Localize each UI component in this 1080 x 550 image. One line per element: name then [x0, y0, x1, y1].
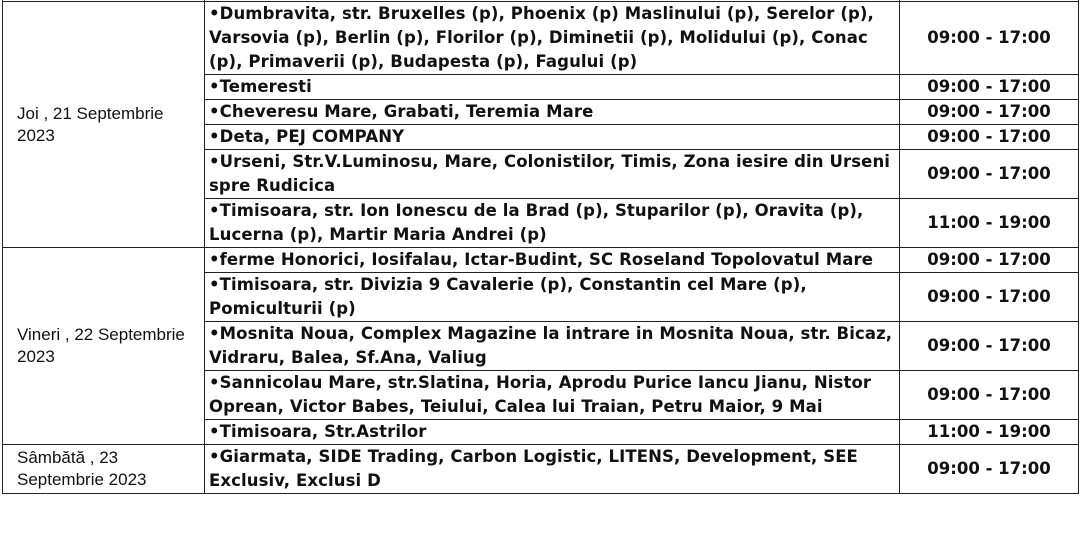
locations-cell: •Sannicolau Mare, str.Slatina, Horia, Aprodu Purice Iancu Jianu, Nistor Oprean, Victor Babes, Teiului, Calea lui Traian, Petru Maior, 9 Mai — [205, 371, 900, 420]
locations-cell: •Deta, PEJ COMPANY — [205, 125, 900, 150]
time-interval-cell: 09:00 - 17:00 — [900, 75, 1079, 100]
time-interval-cell: 09:00 - 17:00 — [900, 100, 1079, 125]
locations-cell: •Urseni, Str.V.Luminosu, Mare, Colonistilor, Timis, Zona iesire din Urseni spre Rudicica — [205, 150, 900, 199]
locations-cell: •ferme Honorici, Iosifalau, Ictar-Budint, SC Roseland Topolovatul Mare — [205, 248, 900, 273]
day-cell: Sâmbătă , 23 Septembrie 2023 — [3, 445, 205, 494]
time-interval-cell: 09:00 - 17:00 — [900, 150, 1079, 199]
day-cell: Vineri , 22 Septembrie 2023 — [3, 248, 205, 445]
time-interval-cell: 09:00 - 17:00 — [900, 273, 1079, 322]
table-row — [3, 445, 1079, 494]
locations-cell: •Giarmata, SIDE Trading, Carbon Logistic, LITENS, Development, SEE Exclusiv, Exclusi D — [205, 445, 900, 494]
time-interval-cell: 09:00 - 17:00 — [900, 371, 1079, 420]
day-cell: Joi , 21 Septembrie 2023 — [3, 2, 205, 248]
time-interval-cell: 11:00 - 19:00 — [900, 199, 1079, 248]
locations-cell: •Dumbravita, str. Bruxelles (p), Phoenix (p) Maslinului (p), Serelor (p), Varsovia (p), Berlin (p), Florilor (p), Diminetii (p), Molidului (p), Conac (p), Primaverii (p), Budapesta (p), Fagului (p) — [205, 2, 900, 75]
table-row — [3, 248, 1079, 273]
time-interval-cell: 11:00 - 19:00 — [900, 420, 1079, 445]
locations-cell: •Cheveresu Mare, Grabati, Teremia Mare — [205, 100, 900, 125]
time-interval-cell: 09:00 - 17:00 — [900, 322, 1079, 371]
time-interval-cell: 09:00 - 17:00 — [900, 445, 1079, 494]
time-interval-cell: 09:00 - 17:00 — [900, 125, 1079, 150]
locations-cell: •Timisoara, str. Ion Ionescu de la Brad (p), Stuparilor (p), Oravita (p), Lucerna (p), Martir Maria Andrei (p) — [205, 199, 900, 248]
table-row — [3, 2, 1079, 75]
locations-cell: •Timisoara, str. Divizia 9 Cavalerie (p), Constantin cel Mare (p), Pomiculturii (p) — [205, 273, 900, 322]
outage-schedule-table — [2, 0, 1079, 494]
locations-cell: •Mosnita Noua, Complex Magazine la intrare in Mosnita Noua, str. Bicaz, Vidraru, Balea, Sf.Ana, Valiug — [205, 322, 900, 371]
time-interval-cell: 09:00 - 17:00 — [900, 2, 1079, 75]
locations-cell: •Temeresti — [205, 75, 900, 100]
locations-cell: •Timisoara, Str.Astrilor — [205, 420, 900, 445]
time-interval-cell: 09:00 - 17:00 — [900, 248, 1079, 273]
